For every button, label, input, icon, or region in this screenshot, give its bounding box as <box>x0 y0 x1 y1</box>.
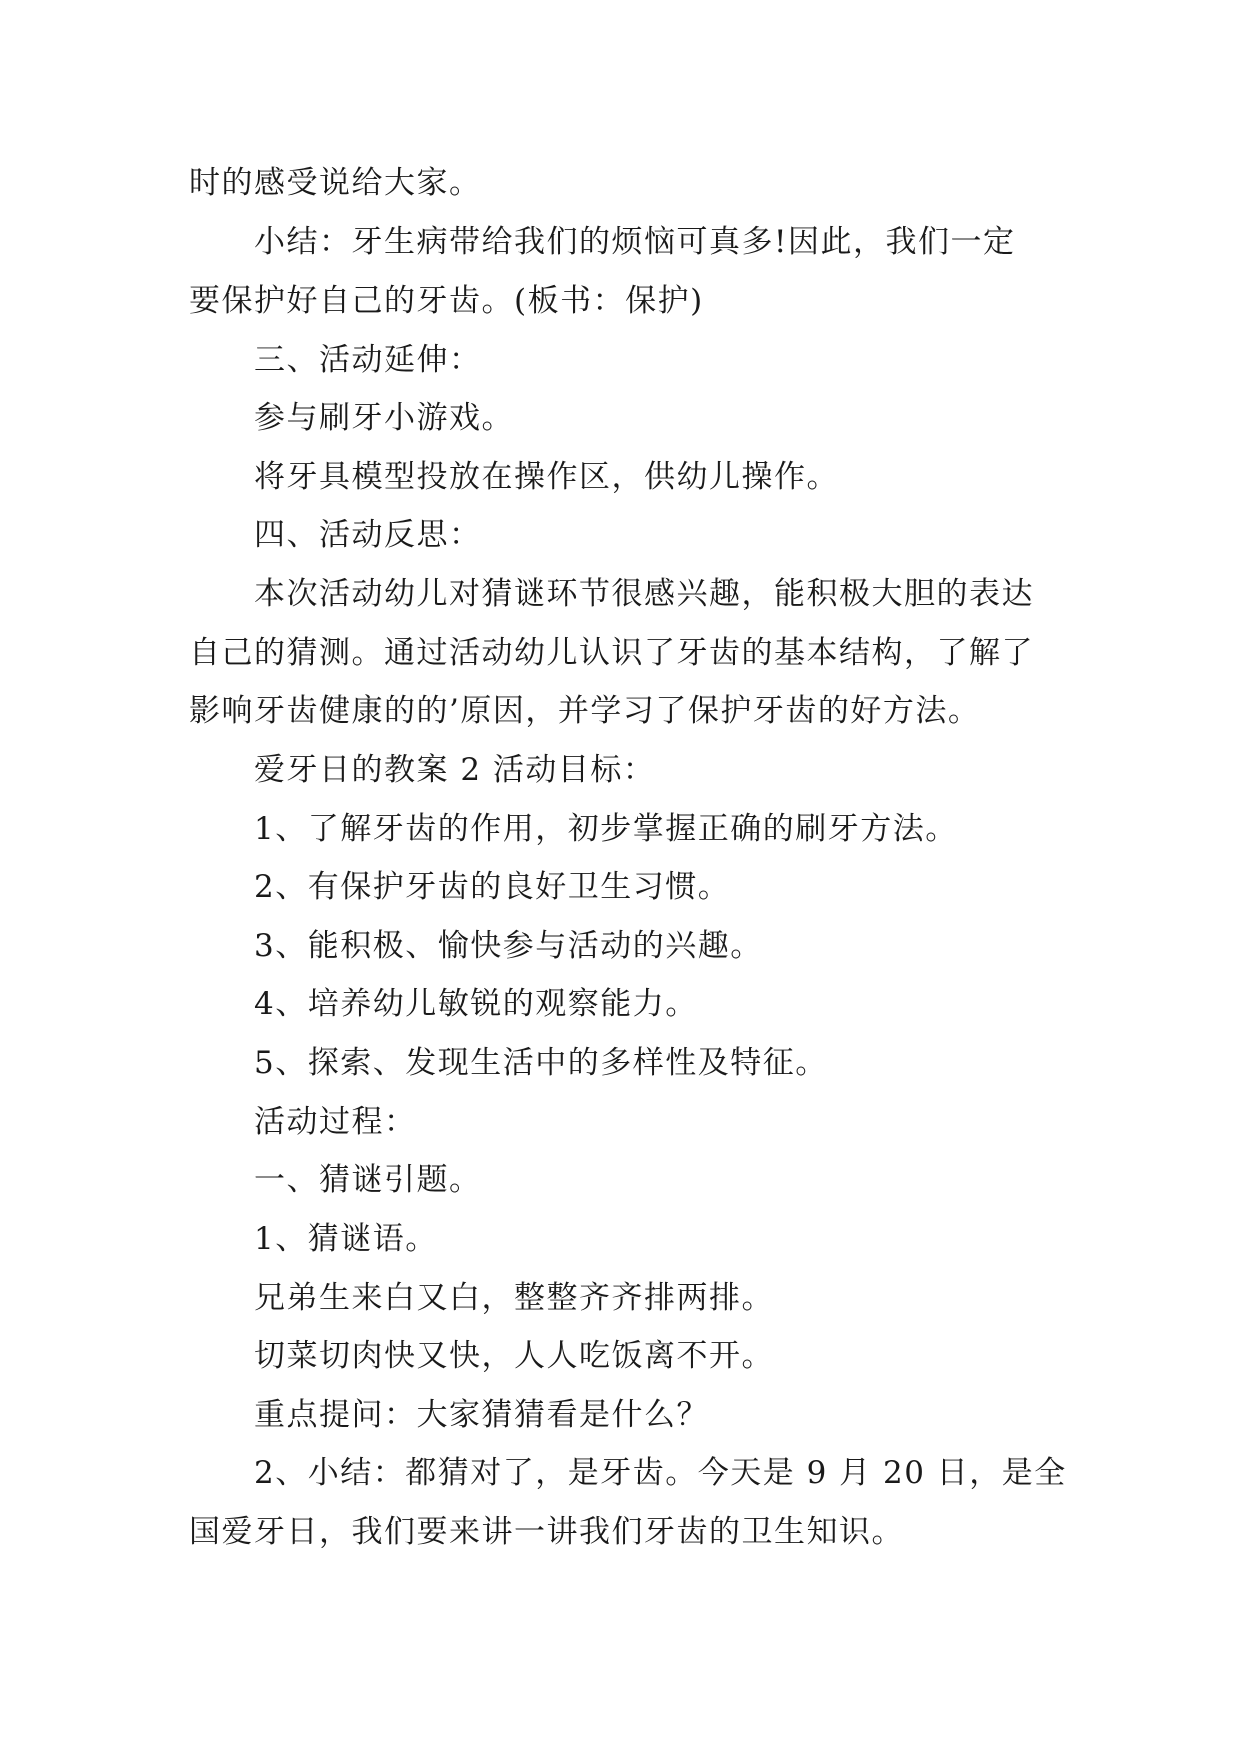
text-line: 切菜切肉快又快，人人吃饭离不开。 <box>254 1338 774 1374</box>
text-line: 影响牙齿健康的的’原因，并学习了保护牙齿的好方法。 <box>189 693 981 729</box>
text-line: 活动过程： <box>254 1104 417 1140</box>
text-line: 四、活动反思： <box>254 517 482 553</box>
text-line: 重点提问：大家猜猜看是什么？ <box>254 1397 709 1433</box>
text-line: 1、猜谜语。 <box>254 1221 438 1257</box>
text-line: 一、猜谜引题。 <box>254 1162 482 1198</box>
text-line: 将牙具模型投放在操作区，供幼儿操作。 <box>254 459 839 495</box>
text-line: 自己的猜测。通过活动幼儿认识了牙齿的基本结构，了解了 <box>189 635 1034 671</box>
text-line: 国爱牙日，我们要来讲一讲我们牙齿的卫生知识。 <box>189 1514 904 1550</box>
text-line: 时的感受说给大家。 <box>189 165 482 201</box>
text-line: 本次活动幼儿对猜谜环节很感兴趣，能积极大胆的表达 <box>254 576 1034 612</box>
text-line: 三、活动延伸： <box>254 342 482 378</box>
text-line: 5、探索、发现生活中的多样性及特征。 <box>254 1045 828 1081</box>
text-line: 2、小结：都猜对了，是牙齿。今天是 9 月 20 日，是全 <box>254 1455 1067 1491</box>
text-line: 1、了解牙齿的作用，初步掌握正确的刷牙方法。 <box>254 811 958 847</box>
text-line: 4、培养幼儿敏锐的观察能力。 <box>254 986 698 1022</box>
text-line: 2、有保护牙齿的良好卫生习惯。 <box>254 869 731 905</box>
text-line: 要保护好自己的牙齿。(板书：保护) <box>189 283 704 319</box>
text-line: 兄弟生来白又白，整整齐齐排两排。 <box>254 1280 774 1316</box>
text-line: 3、能积极、愉快参与活动的兴趣。 <box>254 928 763 964</box>
text-line: 爱牙日的教案 2 活动目标： <box>254 752 656 788</box>
text-line: 小结：牙生病带给我们的烦恼可真多!因此，我们一定 <box>254 224 1016 260</box>
text-line: 参与刷牙小游戏。 <box>254 400 514 436</box>
